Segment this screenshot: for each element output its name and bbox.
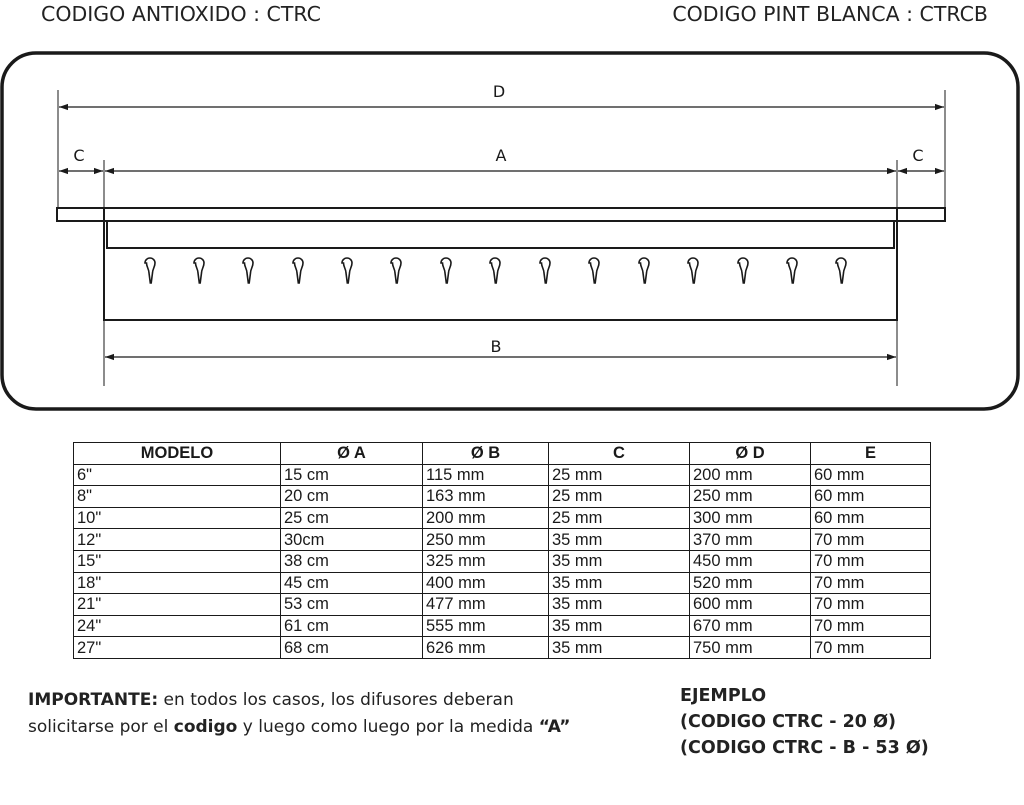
table-cell: 24" [74, 615, 281, 637]
table-cell: 25 mm [549, 486, 690, 508]
column-header-modelo: MODELO [74, 443, 281, 465]
important-codigo-word: codigo [173, 717, 238, 737]
table-row [74, 594, 931, 616]
table-cell: 68 cm [281, 637, 423, 659]
table-cell: 60 mm [811, 464, 931, 486]
table-cell: 10" [74, 507, 281, 529]
table-cell: 750 mm [690, 637, 811, 659]
table-cell: 70 mm [811, 637, 931, 659]
table-row [74, 507, 931, 529]
table-cell: 200 mm [690, 464, 811, 486]
table-cell: 53 cm [281, 594, 423, 616]
table-cell: 35 mm [549, 615, 690, 637]
table-cell: 60 mm [811, 486, 931, 508]
header-code-pint-blanca: CODIGO PINT BLANCA : CTRCB [672, 2, 988, 26]
dim-label-d: D [492, 82, 506, 101]
dim-label-c-left: C [73, 146, 85, 165]
table-cell: 70 mm [811, 594, 931, 616]
table-cell: 15 cm [281, 464, 423, 486]
important-measure-a: “A” [538, 717, 571, 737]
column-header-e: E [811, 443, 931, 465]
column-header-diam-b: Ø B [423, 443, 549, 465]
table-cell: 115 mm [423, 464, 549, 486]
example-block [680, 683, 929, 761]
table-cell: 250 mm [690, 486, 811, 508]
diffuser-technical-drawing [0, 50, 1024, 415]
table-cell: 20 cm [281, 486, 423, 508]
example-title: EJEMPLO [680, 686, 767, 706]
dim-label-b: B [490, 337, 502, 356]
important-note [28, 687, 648, 741]
table-cell: 25 cm [281, 507, 423, 529]
table-cell: 60 mm [811, 507, 931, 529]
table-cell: 25 mm [549, 507, 690, 529]
table-cell: 670 mm [690, 615, 811, 637]
table-cell: 35 mm [549, 594, 690, 616]
table-cell: 27" [74, 637, 281, 659]
table-cell: 555 mm [423, 615, 549, 637]
model-dimensions-table [73, 442, 931, 659]
table-row [74, 529, 931, 551]
table-row [74, 486, 931, 508]
table-cell: 21" [74, 594, 281, 616]
table-cell: 626 mm [423, 637, 549, 659]
column-header-c: C [549, 443, 690, 465]
diffuser-flange [57, 208, 945, 221]
column-header-diam-d: Ø D [690, 443, 811, 465]
example-line-2: (CODIGO CTRC - B - 53 Ø) [680, 738, 929, 758]
table-cell: 70 mm [811, 550, 931, 572]
table-row [74, 572, 931, 594]
table-cell: 35 mm [549, 529, 690, 551]
table-cell: 70 mm [811, 615, 931, 637]
dim-label-a: A [495, 146, 507, 165]
table-cell: 450 mm [690, 550, 811, 572]
table-cell: 61 cm [281, 615, 423, 637]
important-label: IMPORTANTE: [28, 690, 159, 710]
table-row [74, 550, 931, 572]
important-text-line2-middle: y luego como luego por la medida [237, 717, 539, 737]
table-cell: 520 mm [690, 572, 811, 594]
table-cell: 35 mm [549, 572, 690, 594]
table-cell: 200 mm [423, 507, 549, 529]
table-cell: 70 mm [811, 529, 931, 551]
table-cell: 370 mm [690, 529, 811, 551]
table-cell: 300 mm [690, 507, 811, 529]
table-cell: 25 mm [549, 464, 690, 486]
table-cell: 8" [74, 486, 281, 508]
table-row [74, 637, 931, 659]
table-cell: 477 mm [423, 594, 549, 616]
table-cell: 18" [74, 572, 281, 594]
table-cell: 12" [74, 529, 281, 551]
table-cell: 35 mm [549, 550, 690, 572]
table-cell: 35 mm [549, 637, 690, 659]
table-header-row [74, 443, 931, 465]
important-text-line2-start: solicitarse por el [28, 717, 174, 737]
table-cell: 30cm [281, 529, 423, 551]
example-line-1: (CODIGO CTRC - 20 Ø) [680, 712, 896, 732]
table-cell: 250 mm [423, 529, 549, 551]
table-row [74, 464, 931, 486]
column-header-diam-a: Ø A [281, 443, 423, 465]
table-cell: 45 cm [281, 572, 423, 594]
table-cell: 325 mm [423, 550, 549, 572]
table-cell: 600 mm [690, 594, 811, 616]
table-cell: 38 cm [281, 550, 423, 572]
diffuser-collar [107, 221, 894, 248]
table-cell: 15" [74, 550, 281, 572]
table-cell: 400 mm [423, 572, 549, 594]
table-cell: 163 mm [423, 486, 549, 508]
header-code-antioxido: CODIGO ANTIOXIDO : CTRC [41, 2, 321, 26]
table-cell: 70 mm [811, 572, 931, 594]
important-text-line1: en todos los casos, los difusores deberan [158, 690, 514, 710]
dim-label-c-right: C [912, 146, 924, 165]
table-cell: 6" [74, 464, 281, 486]
table-row [74, 615, 931, 637]
